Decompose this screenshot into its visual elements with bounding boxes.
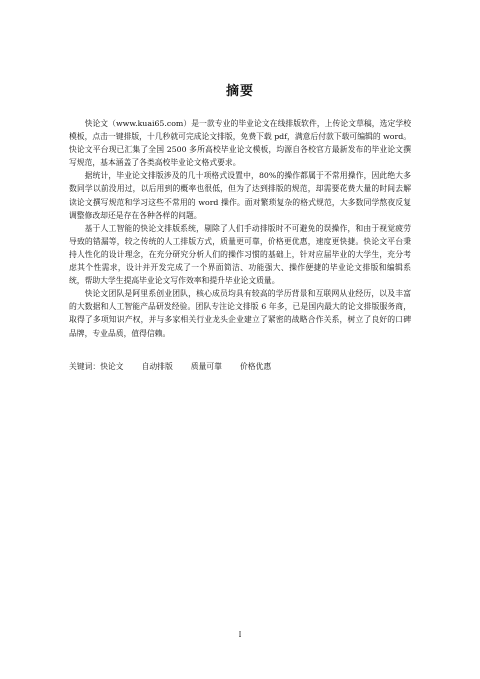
keywords-line <box>69 361 411 373</box>
abstract-body <box>69 117 411 340</box>
paragraph-intro: 快论文（www.kuai65.com）是一款专业的毕业论文在线排版软件，上传论文草稿，选定学校模板，点击一键排版，十几秒就可完成论文排版，免费下载 pdf，满意后付款下载可编辑的 word。快论文平台现已汇集了全国 2500 多所高校毕业论文模板，均源自各校官方最新发布的毕业论文撰写规范，基本涵盖了各类高校毕业论文格式要求。 <box>69 119 411 168</box>
paragraph-ai-system: 基于人工智能的快论文排版系统，剔除了人们手动排版时不可避免的误操作，和由于视觉疲劳导致的错漏等，较之传统的人工排版方式，质量更可靠，价格更优惠，速度更快捷。快论文平台秉持人性化的设计理念，在充分研究分析人们的操作习惯的基础上，针对应届毕业的大学生，充分考虑其个性需求，设计并开发完成了一个界面简洁、功能强大、操作便捷的毕业论文排版和编辑系统，帮助大学生提高毕业论文写作效率和提升毕业论文质量。 <box>69 223 411 286</box>
paragraph-statistics: 据统计，毕业论文排版涉及的几十项格式设置中，80%的操作都属于不常用操作，因此绝大多数同学以前没用过，以后用到的概率也很低，但为了达到排版的规范，却需要花费大量的时间去解读论文撰写规范和学习这些不常用的 word 操作。面对繁琐复杂的格式规范，大多数同学熬夜反复调整修改却还是存在各种各样的问题。 <box>69 171 411 220</box>
keyword-item: 价格优惠 <box>239 362 272 371</box>
paragraph-team: 快论文团队是阿里系创业团队，核心成员均具有较高的学历背景和互联网从业经历，以及丰富的大数据和人工智能产品研发经验。团队专注论文排版 6 年多，已是国内最大的论文排版服务商，取得了多项知识产权，并与多家相关行业龙头企业建立了紧密的战略合作关系，树立了良好的口碑品牌，专业品质，值得信赖。 <box>69 289 411 338</box>
keywords-label: 关键词： <box>69 362 101 371</box>
keyword-item: 质量可靠 <box>190 362 222 371</box>
page-number: I <box>238 631 242 639</box>
keyword-item: 自动排版 <box>141 362 173 371</box>
keyword-item: 快论文 <box>100 362 124 371</box>
page-title: 摘要 <box>225 84 254 99</box>
